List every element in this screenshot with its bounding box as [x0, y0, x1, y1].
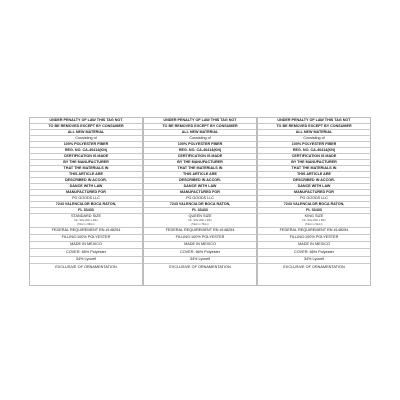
federal-requirement: FEDERAL REQUIREMENT RN #148254 [30, 228, 142, 235]
label-line: DESCRIBED IN ACCOR- [144, 178, 256, 184]
label-line: MANUFACTURED FOR [30, 190, 142, 196]
label-line: FL 33433 [30, 208, 142, 214]
label-line: 100% POLYESTER FIBER [144, 142, 256, 148]
cover: COVER: 66% Polyester [30, 249, 142, 257]
label-line: REG. NO. CA-40414(KN) [258, 148, 370, 154]
label-line: CERTIFICATION IS MADE [144, 154, 256, 160]
label-line: Consisting of [144, 136, 256, 142]
label-line: 7243 VALENCIA DR BOCA RATON, [258, 202, 370, 208]
size-inches: Fin. Size 20in x 26in [74, 219, 98, 222]
label-line: REG. NO. CA-40414(KN) [144, 148, 256, 154]
label-line: 100% POLYESTER FIBER [30, 142, 142, 148]
label-line: TO BE REMOVED EXCEPT BY CONSUMER [144, 124, 256, 130]
label-line: BY THE MANUFACTURER [144, 160, 256, 166]
label-line: BY THE MANUFACTURER [258, 160, 370, 166]
size-name: QUEEN SIZE [188, 214, 212, 218]
law-label-king [257, 117, 371, 286]
label-line: THAT THE MATERIALS IN [258, 166, 370, 172]
label-line: THAT THE MATERIALS IN [144, 166, 256, 172]
cover: COVER: 66% Polyester [258, 249, 370, 257]
label-line: CERTIFICATION IS MADE [30, 154, 142, 160]
size-cm: (51cm x 76cm) [144, 223, 256, 228]
law-label-queen [143, 117, 257, 286]
label-line: THAT THE MATERIALS IN [30, 166, 142, 172]
label-line: TO BE REMOVED EXCEPT BY CONSUMER [30, 124, 142, 130]
label-line: UNDER PENALTY OF LAW THIS TAG NOT [144, 118, 256, 124]
label-line: MANUFACTURED FOR [258, 190, 370, 196]
filling: FILLING:100% POLYESTER [144, 235, 256, 242]
label-line: THIS ARTICLE ARE [258, 172, 370, 178]
filling: FILLING:100% POLYESTER [258, 235, 370, 242]
lyocell: 34% Lyocell [144, 257, 256, 264]
size-inches: Fin. Size 20in x 30in [188, 219, 212, 222]
exclusive-note: EXCLUSIVE OF ORNAMENTATION [283, 264, 345, 269]
size-name: KING SIZE [304, 214, 324, 218]
law-label-standard [29, 117, 143, 286]
size-cm: (51cm x 91cm) [258, 223, 370, 228]
filling: FILLING:100% POLYESTER [30, 235, 142, 242]
label-line: REG. NO. CA-40414(KN) [30, 148, 142, 154]
label-line: BY THE MANUFACTURER [30, 160, 142, 166]
label-line: PG GOODS LLC [144, 196, 256, 202]
label-line: FL 33433 [144, 208, 256, 214]
label-line: MANUFACTURED FOR [144, 190, 256, 196]
label-line: PG GOODS LLC [258, 196, 370, 202]
label-line: ALL NEW MATERIAL [144, 130, 256, 136]
label-line: UNDER PENALTY OF LAW THIS TAG NOT [258, 118, 370, 124]
label-line: PG GOODS LLC [30, 196, 142, 202]
size-name: STANDARD SIZE [70, 214, 102, 218]
label-line: Consisting of [258, 136, 370, 142]
label-line: ALL NEW MATERIAL [30, 130, 142, 136]
label-line: ALL NEW MATERIAL [258, 130, 370, 136]
origin: MADE IN MEXICO [30, 242, 142, 249]
exclusive-note: EXCLUSIVE OF ORNAMENTATION [55, 264, 117, 269]
label-line: DESCRIBED IN ACCOR- [258, 178, 370, 184]
label-line: 7243 VALENCIA DR BOCA RATON, [30, 202, 142, 208]
label-line: FL 33433 [258, 208, 370, 214]
label-line: DANCE WITH LAW [258, 184, 370, 190]
exclusive-note: EXCLUSIVE OF ORNAMENTATION [169, 264, 231, 269]
label-line: DANCE WITH LAW [144, 184, 256, 190]
label-line: DESCRIBED IN ACCOR- [30, 178, 142, 184]
label-line: Consisting of [30, 136, 142, 142]
label-line: TO BE REMOVED EXCEPT BY CONSUMER [258, 124, 370, 130]
federal-requirement: FEDERAL REQUIREMENT RN #148254 [144, 228, 256, 235]
origin: MADE IN MEXICO [258, 242, 370, 249]
label-line: 7243 VALENCIA DR BOCA RATON, [144, 202, 256, 208]
federal-requirement: FEDERAL REQUIREMENT RN #148254 [258, 228, 370, 235]
origin: MADE IN MEXICO [144, 242, 256, 249]
size-cm: (51cm x 66cm) [30, 223, 142, 228]
label-line: CERTIFICATION IS MADE [258, 154, 370, 160]
label-line: THIS ARTICLE ARE [30, 172, 142, 178]
label-line: THIS ARTICLE ARE [144, 172, 256, 178]
label-line: DANCE WITH LAW [30, 184, 142, 190]
lyocell: 34% Lyocell [258, 257, 370, 264]
cover: COVER: 66% Polyester [144, 249, 256, 257]
lyocell: 34% Lyocell [30, 257, 142, 264]
label-line: UNDER PENALTY OF LAW THIS TAG NOT [30, 118, 142, 124]
label-line: 100% POLYESTER FIBER [258, 142, 370, 148]
size-inches: Fin. Size 20in x 36in [302, 219, 326, 222]
